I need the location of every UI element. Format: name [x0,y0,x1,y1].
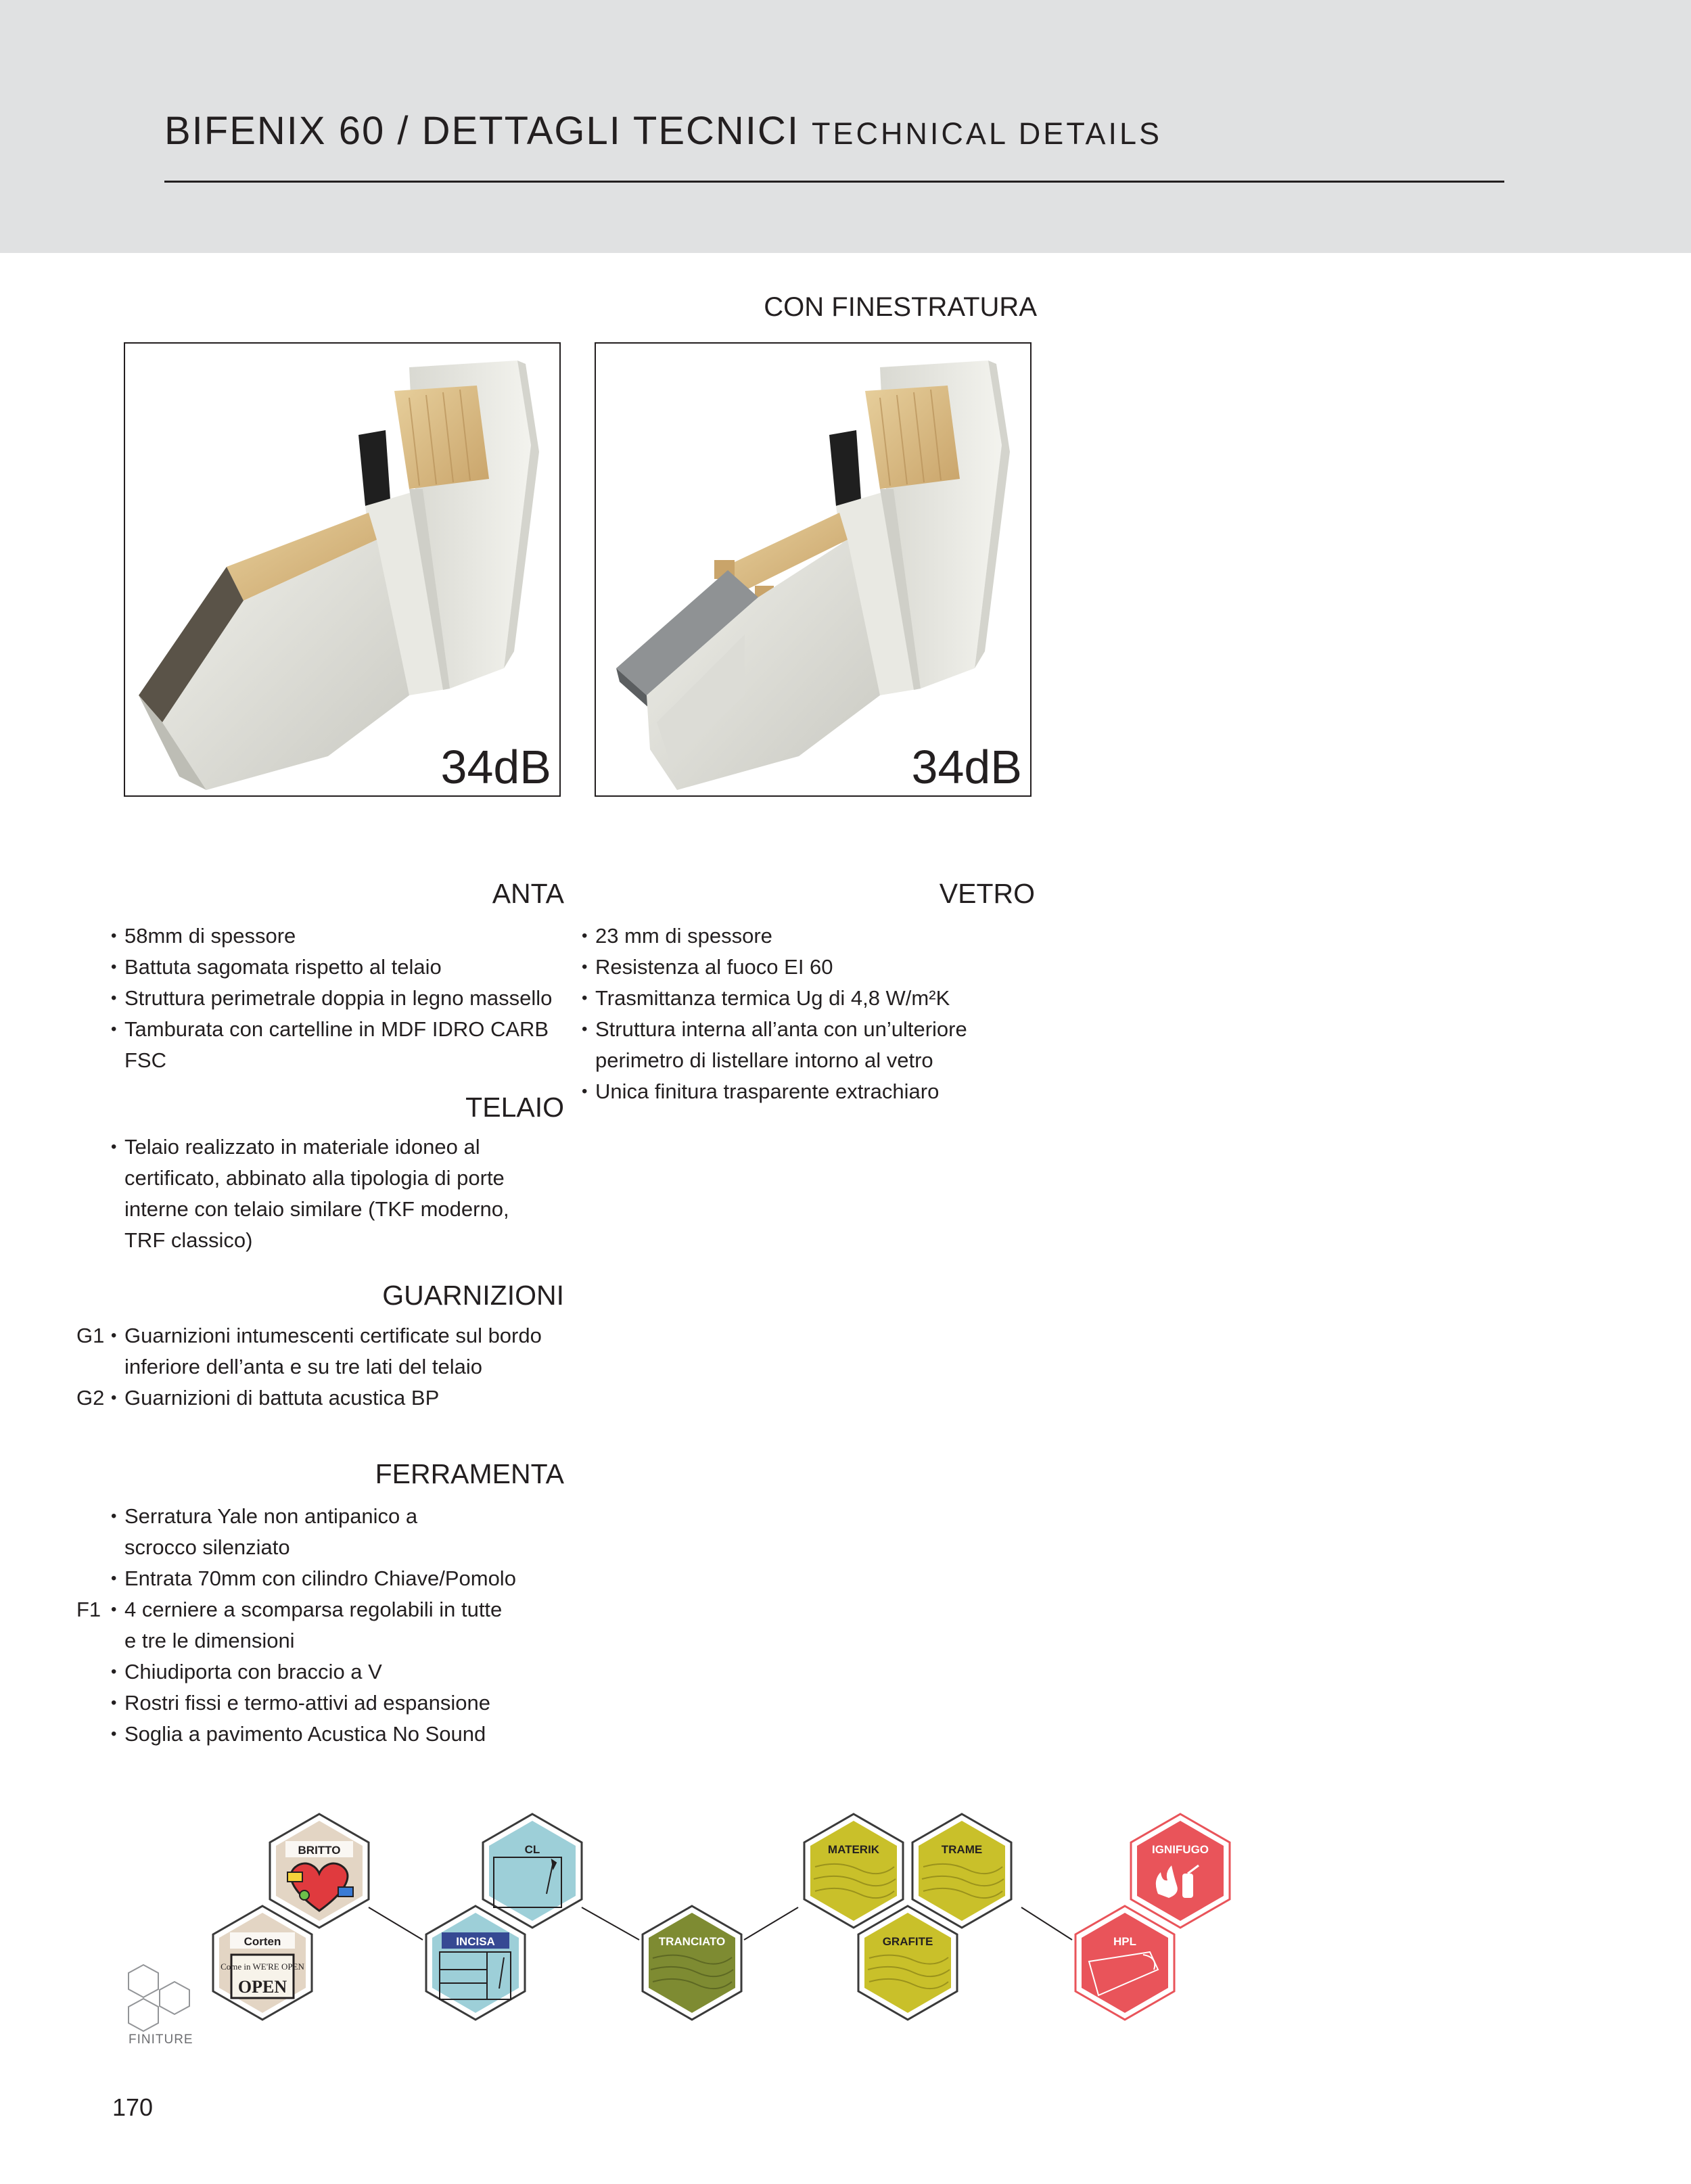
title-main: BIFENIX 60 / DETTAGLI TECNICI [164,109,800,153]
finiture-chart [0,1792,1691,2104]
door-glazed-section-image [595,342,1032,797]
code-g2: G2 [76,1386,105,1410]
header-band [0,0,1691,253]
title-rule [164,181,1504,183]
finiture-cl [483,1814,582,1928]
list-item: • 4 cerniere a scomparsa regolabili in tutte e tre le dimensioni [111,1594,517,1656]
list-item: • Guarnizioni di battuta acustica BP [111,1383,571,1414]
section-title-anta: ANTA [492,878,564,909]
ferramenta-list [111,1501,517,1750]
acoustic-rating: 34dB [440,741,551,793]
list-item: • 23 mm di spessore [582,921,1028,952]
svg-text:OPEN: OPEN [237,1977,287,1997]
list-item: • Tamburata con cartelline in MDF IDRO CARB FSC [111,1014,557,1076]
finiture-hpl [1075,1906,1174,2020]
list-item: • Struttura interna all’anta con un’ulteriore perimetro di listellare intorno al vetro [582,1014,1015,1076]
list-item: • Entrata 70mm con cilindro Chiave/Pomolo [111,1563,517,1594]
hex-label: MATERIK [827,1843,880,1856]
finiture-britto [270,1814,369,1928]
list-item: • Resistenza al fuoco EI 60 [582,952,1028,983]
hex-label: GRAFITE [882,1935,933,1948]
finiture-corten [213,1906,312,2020]
finiture-incisa [426,1906,525,2020]
list-item: • Trasmittanza termica Ug di 4,8 W/m²K [582,983,1028,1014]
hex-label: INCISA [456,1935,495,1948]
list-item: • 58mm di spessore [111,921,571,952]
guarnizioni-list [111,1320,571,1414]
door-glazed-section-drawing [596,344,1032,797]
door-section-image [124,342,561,797]
finiture-ignifugo [1131,1814,1230,1928]
variant-label: CON FINESTRATURA [764,292,1037,322]
acoustic-rating: 34dB [911,741,1022,793]
hex-label: BRITTO [298,1844,341,1857]
finiture-caption: FINITURE [129,2032,193,2047]
anta-list [111,921,571,1076]
hex-label: TRANCIATO [658,1935,726,1948]
list-item: • Unica finitura trasparente extrachiaro [582,1076,1028,1107]
code-f1: F1 [76,1598,101,1621]
list-item: • Struttura perimetrale doppia in legno massello [111,983,571,1014]
list-item: • Soglia a pavimento Acustica No Sound [111,1719,517,1750]
section-title-telaio: TELAIO [465,1092,564,1123]
list-item: • Telaio realizzato in materiale idoneo al certificato, abbinato alla tipologia di porte interne con telaio similare (TKF moderno, TRF classico) [111,1132,551,1256]
door-section-drawing [125,344,561,797]
finiture-tranciato [643,1906,741,2020]
list-item: • Battuta sagomata rispetto al telaio [111,952,571,983]
section-title-ferramenta: FERRAMENTA [375,1458,564,1489]
hex-label: IGNIFUGO [1151,1843,1209,1856]
vetro-list [582,921,1028,1107]
page-title [164,108,1162,154]
list-item: • Rostri fissi e termo-attivi ad espansione [111,1688,517,1719]
finiture-icon [129,1965,189,2031]
list-item: • Serratura Yale non antipanico a scrocco silenziato [111,1501,442,1563]
open-sign-text: Come in WE'RE OPEN [221,1961,304,1972]
list-item: • Chiudiporta con braccio a V [111,1656,517,1688]
list-item: • Guarnizioni intumescenti certificate sul bordo inferiore dell’anta e su tre lati del telaio [111,1320,571,1383]
open-sign-icon [221,1955,304,1998]
finiture-trame [912,1814,1011,1928]
hex-label: HPL [1113,1935,1136,1948]
telaio-list [111,1132,551,1256]
finiture-grafite [858,1906,957,2020]
hex-label: TRAME [941,1843,983,1856]
page-number: 170 [112,2093,154,2121]
hex-label: Corten [244,1935,281,1948]
section-title-vetro: VETRO [939,878,1035,909]
title-sub: TECHNICAL DETAILS [811,116,1163,151]
code-g1: G1 [76,1324,105,1347]
finiture-materik [804,1814,903,1928]
hex-label: CL [524,1843,540,1856]
section-title-guarnizioni: GUARNIZIONI [382,1280,564,1311]
